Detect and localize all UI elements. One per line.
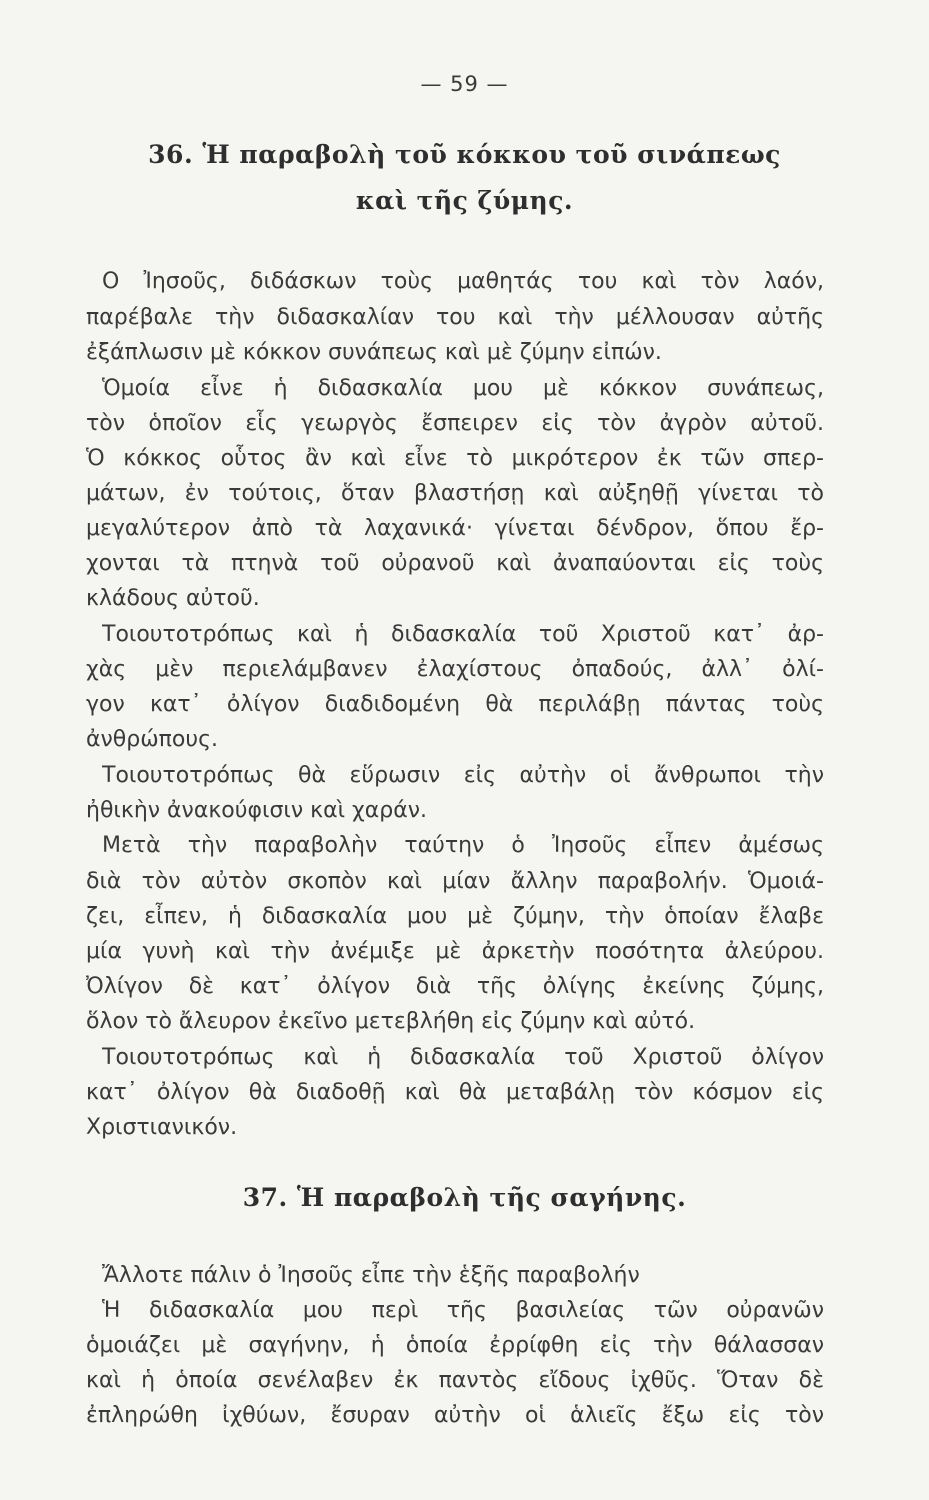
text-line: τὸν ὁποῖον εἷς γεωργὸς ἔσπειρεν εἰς τὸν ἀγρὸν αὐτοῦ.	[86, 411, 824, 436]
text-line: μεγαλύτερον ἀπὸ τὰ λαχανικά· γίνεται δένδρον, ὅπου ἔρ-	[86, 516, 824, 541]
text-line: ὁμοιάζει μὲ σαγήνην, ἡ ὁποία ἐρρίφθη εἰς τὴν θάλασσαν	[86, 1333, 824, 1358]
text-line: Ὁμοία εἶνε ἡ διδασκαλία μου μὲ κόκκον συνάπεως,	[102, 376, 824, 401]
text-line: μία γυνὴ καὶ τὴν ἀνέμιξε μὲ ἀρκετὴν ποσότητα ἀλεύρου.	[86, 939, 824, 964]
text-line: Χριστιανικόν.	[86, 1115, 238, 1140]
text-line: Τοιουτοτρόπως θὰ εὕρωσιν εἰς αὐτὴν οἱ ἄνθρωποι τὴν	[102, 763, 824, 788]
text-line: κατ᾽ ὀλίγον θὰ διαδοθῇ καὶ θὰ μεταβάλῃ τὸν κόσμον εἰς	[86, 1080, 824, 1105]
text-line: ἐξάπλωσιν μὲ κόκκον συνάπεως καὶ μὲ ζύμην εἰπών.	[86, 340, 662, 365]
text-line: ἀνθρώπους.	[86, 727, 218, 752]
text-line: διὰ τὸν αὐτὸν σκοπὸν καὶ μίαν ἄλλην παραβολήν. Ὁμοιά-	[86, 869, 824, 894]
text-line: χονται τὰ πτηνὰ τοῦ οὐρανοῦ καὶ ἀναπαύονται εἰς τοὺς	[86, 551, 824, 576]
text-line: ὅλον τὸ ἄλευρον ἐκεῖνο μετεβλήθη εἰς ζύμην καὶ αὐτό.	[86, 1009, 696, 1034]
section-37-heading: 37. Ἡ παραβολὴ τῆς σαγήνης.	[242, 1183, 687, 1212]
text-line: Ἡ διδασκαλία μου περὶ τῆς βασιλείας τῶν οὐρανῶν	[102, 1298, 824, 1323]
text-line: ἠθικὴν ἀνακούφισιν καὶ χαράν.	[86, 798, 427, 823]
text-line: χὰς μὲν περιελάμβανεν ἐλαχίστους ὀπαδούς, ἀλλ᾽ ὀλί-	[86, 657, 824, 682]
text-line: μάτων, ἐν τούτοις, ὅταν βλαστήσῃ καὶ αὐξηθῇ γίνεται τὸ	[86, 481, 824, 506]
text-line: καὶ ἡ ὁποία σενέλαβεν ἐκ παντὸς εἴδους ἰχθῦς. Ὅταν δὲ	[86, 1368, 824, 1393]
text-line: Τοιουτοτρόπως καὶ ἡ διδασκαλία τοῦ Χριστοῦ ὀλίγον	[102, 1045, 824, 1070]
text-line: Τοιουτοτρόπως καὶ ἡ διδασκαλία τοῦ Χριστοῦ κατ᾽ ἀρ-	[102, 622, 824, 647]
text-line: Ὀλίγον δὲ κατ᾽ ὀλίγον διὰ τῆς ὀλίγης ἐκείνης ζύμης,	[86, 974, 824, 999]
text-line: ζει, εἶπεν, ἡ διδασκαλία μου μὲ ζύμην, τὴν ὁποίαν ἔλαβε	[86, 904, 824, 929]
section-36-heading-continued: καὶ τῆς ζύμης.	[355, 186, 574, 215]
page-number: — 59 —	[420, 72, 509, 96]
text-line: Ἄλλοτε πάλιν ὁ Ἰησοῦς εἶπε τὴν ἑξῆς παραβολήν	[102, 1263, 640, 1288]
section-36-heading: 36. Ἡ παραβολὴ τοῦ κόκκου τοῦ σινάπεως	[148, 140, 781, 169]
text-line: κλάδους αὐτοῦ.	[86, 586, 260, 611]
text-line: Ὁ κόκκος οὗτος ἂν καὶ εἶνε τὸ μικρότερον ἐκ τῶν σπερ-	[86, 446, 824, 471]
text-line: παρέβαλε τὴν διδασκαλίαν του καὶ τὴν μέλλουσαν αὐτῆς	[86, 305, 824, 330]
text-line: ἐπληρώθη ἰχθύων, ἔσυραν αὐτὴν οἱ ἁλιεῖς ἔξω εἰς τὸν	[86, 1403, 824, 1428]
text-line: Μετὰ τὴν παραβολὴν ταύτην ὁ Ἰησοῦς εἶπεν ἀμέσως	[102, 833, 824, 858]
text-line: γον κατ᾽ ὀλίγον διαδιδομένη θὰ περιλάβῃ πάντας τοὺς	[86, 692, 824, 717]
text-line: Ο Ἰησοῦς, διδάσκων τοὺς μαθητάς του καὶ τὸν λαόν,	[102, 269, 824, 294]
